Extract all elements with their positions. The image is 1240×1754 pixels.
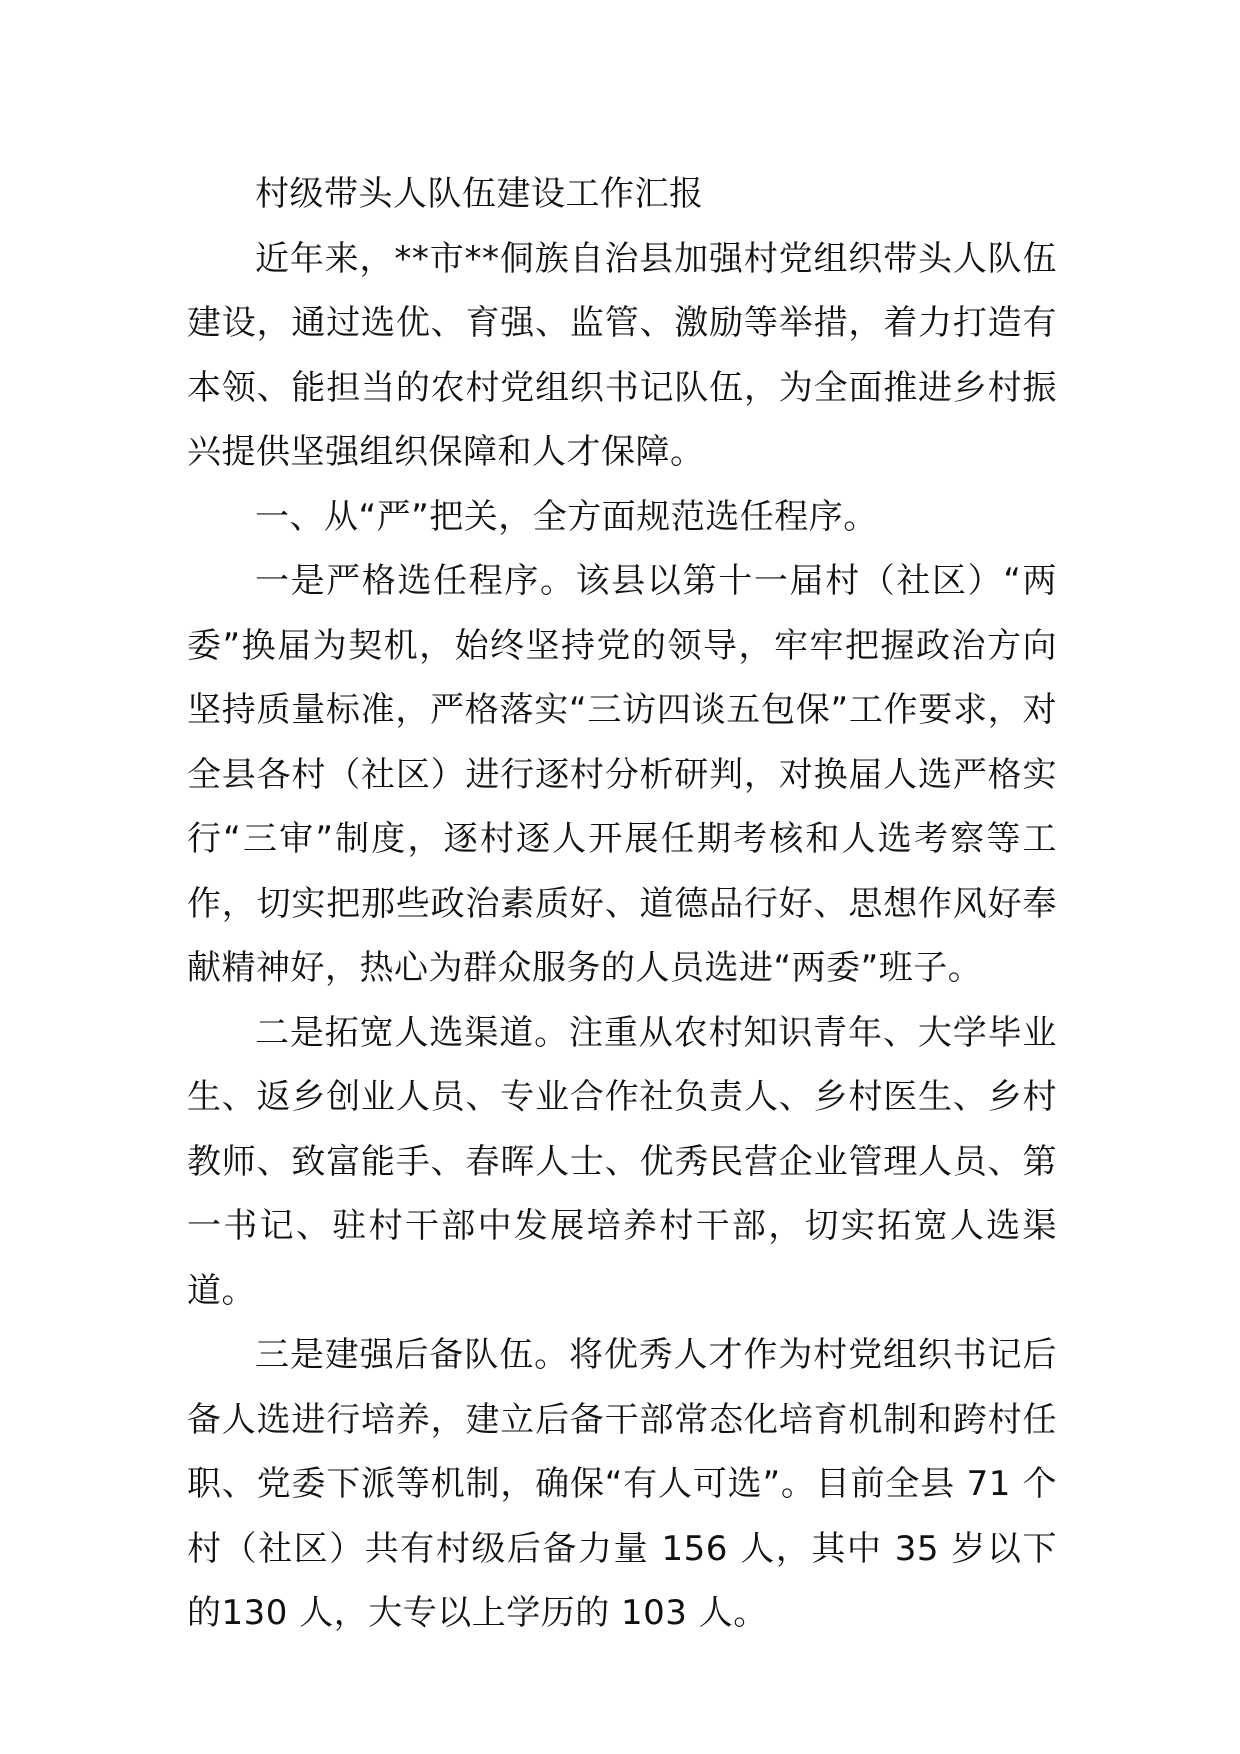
document-title: 村级带头人队伍建设工作汇报 <box>255 174 704 214</box>
paragraph-reserve-team: 三是建强后备队伍。将优秀人才作为村党组织书记后备人选进行培养，建立后备干部常态化培育机制和跨村任职、党委下派等机制，确保“有人可选”。目前全县 71 个村（社区）共有村级后备力量 156 人，其中 35 岁以下的130 人，大专以上学历的 103 人。 <box>187 1335 1057 1633</box>
paragraph-broaden-channels: 二是拓宽人选渠道。注重从农村知识青年、大学毕业生、返乡创业人员、专业合作社负责人、乡村医生、乡村教师、致富能手、春晖人士、优秀民营企业管理人员、第一书记、驻村干部中发展培养村干部，切实拓宽人选渠道。 <box>187 1012 1057 1311</box>
paragraph-strict-selection: 一是严格选任程序。该县以第十一届村（社区）“两委”换届为契机，始终坚持党的领导，牢牢把握政治方向坚持质量标准，严格落实“三访四谈五包保”工作要求，对全县各村（社区）进行逐村分析研判，对换届人选严格实行“三审”制度，逐村逐人开展任期考核和人选考察等工作，切实把那些政治素质好、道德品行好、思想作风好奉献精神好，热心为群众服务的人员选进“两委”班子。 <box>187 561 1057 988</box>
section-heading-1: 一、从“严”把关，全方面规范选任程序。 <box>255 496 878 537</box>
paragraph-intro: 近年来，**市**侗族自治县加强村党组织带头人队伍建设，通过选优、育强、监管、激励等举措，着力打造有本领、能担当的农村党组织书记队伍，为全面推进乡村振兴提供坚强组织保障和人才保障。 <box>187 238 1057 472</box>
document-body <box>187 162 1057 1646</box>
